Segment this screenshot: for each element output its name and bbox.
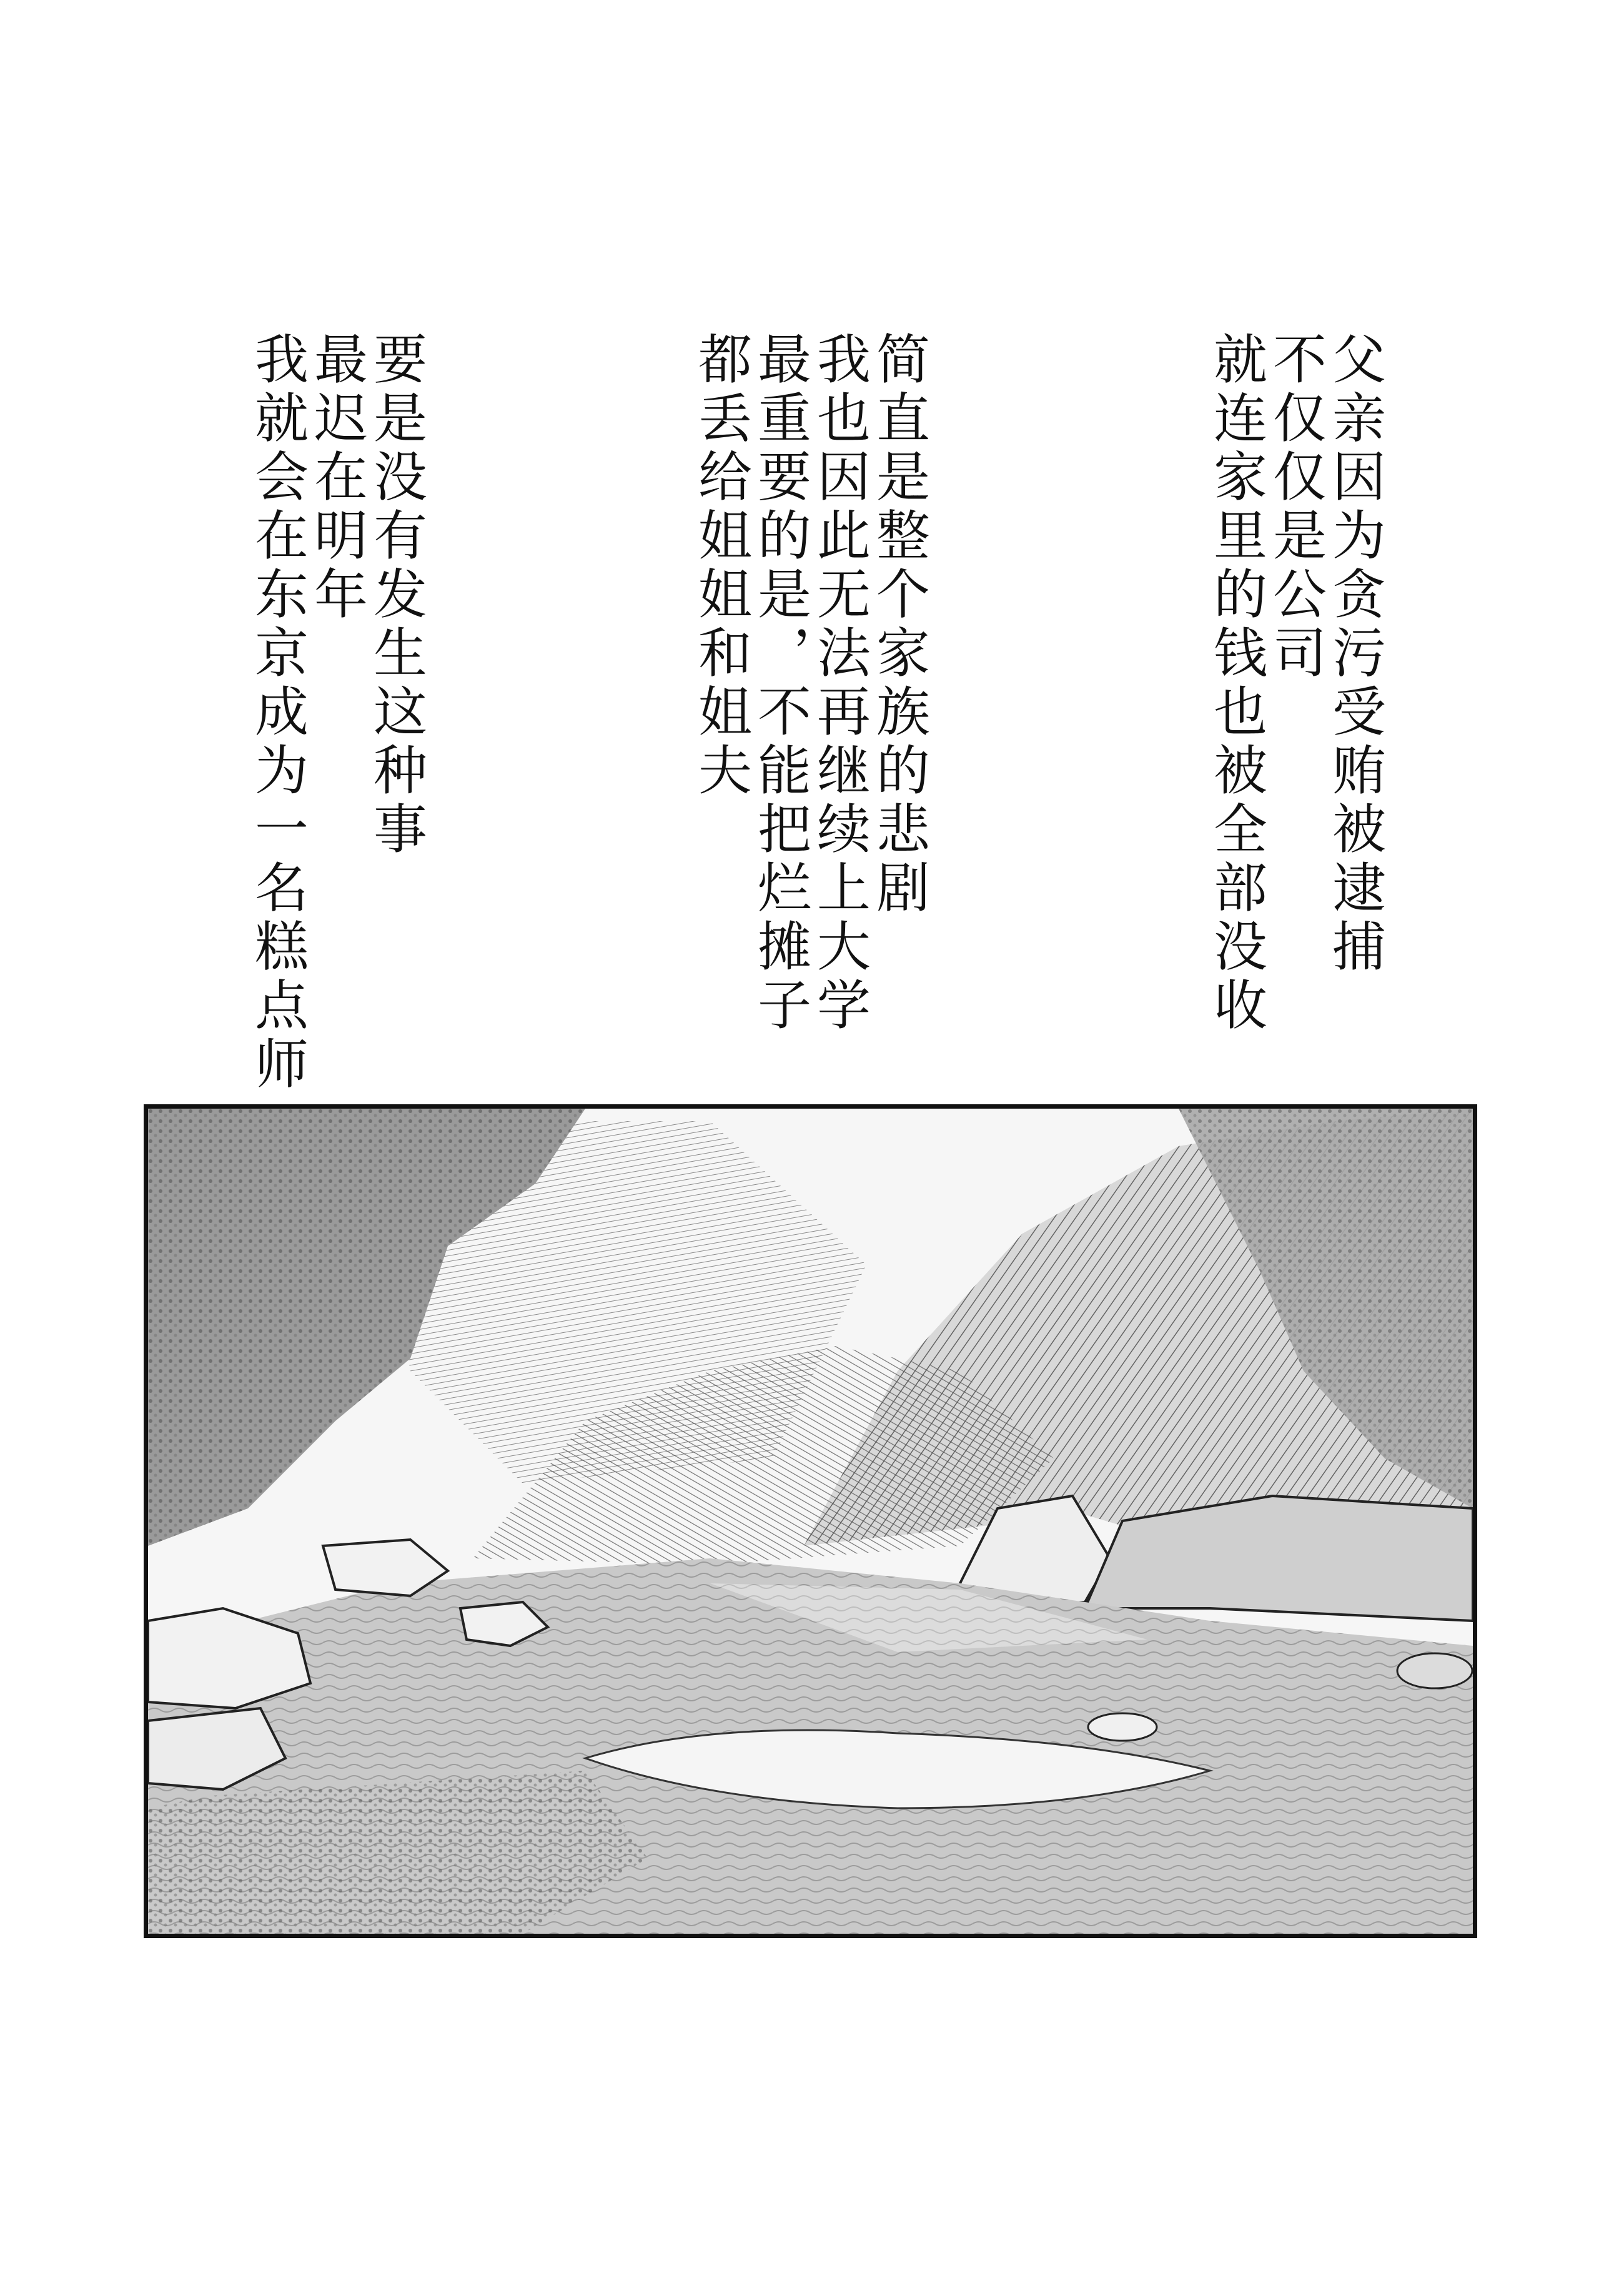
text-line: 父亲因为贪污受贿被逮捕 [1323,331,1385,977]
text-line: 要是没有发生这种事 [364,331,427,859]
text-line: 就连家里的钱也被全部没收 [1204,331,1267,1036]
text-line: 简直是整个家族的悲剧 [867,331,929,918]
landscape-illustration-panel [144,1104,1477,1938]
text-line: 都丢给姐姐和姐夫 [689,331,751,801]
text-line: 我也因此无法再继续上大学 [808,331,870,1036]
text-line: 我就会在东京成为一名糕点师 [245,331,308,1094]
river-landscape-illustration [148,1109,1473,1934]
text-line: 最重要的是，不能把烂摊子 [748,331,811,1036]
text-line: 最迟在明年 [305,331,367,625]
text-line: 不仅仅是公司 [1264,331,1326,683]
